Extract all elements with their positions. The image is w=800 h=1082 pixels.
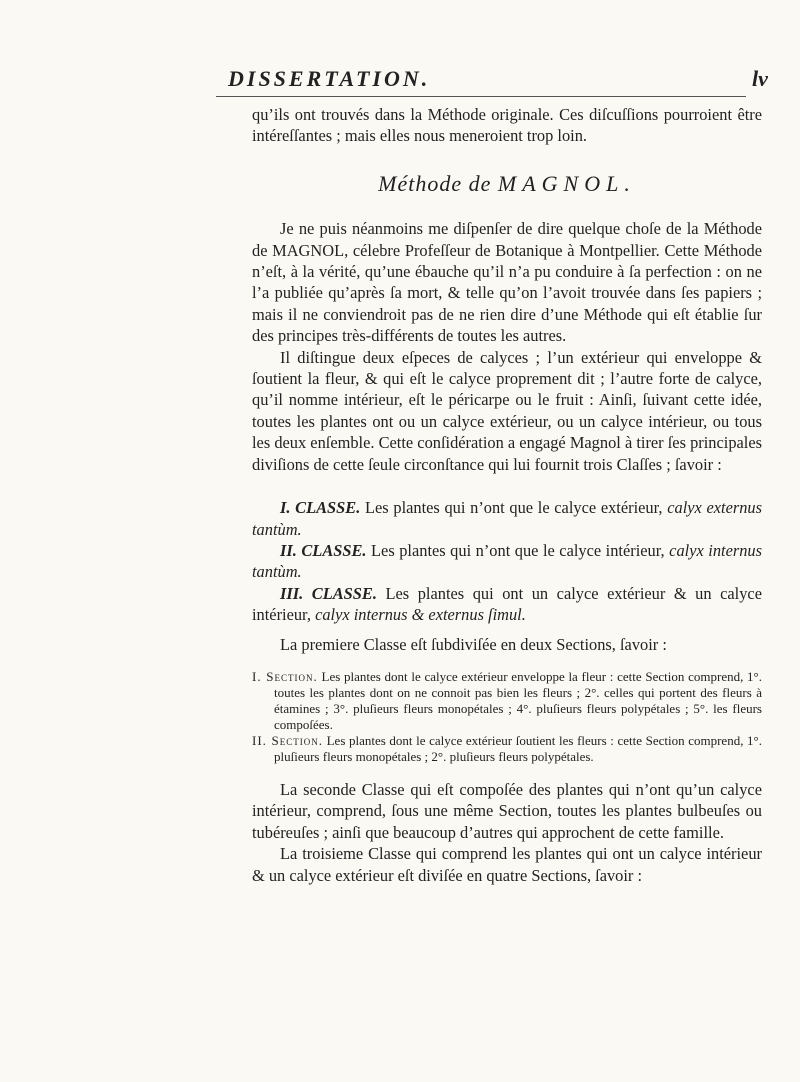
paragraph-2: Il diſtingue deux eſpeces de calyces ; l’un extérieur qui enveloppe & ſoutient la fleur, & qui eſt le calyce proprement dit ; l’autre forte de calyce, qu’il nomme intérieur, eſt le péricarpe ou le fruit : Ainſi, ſuivant cette idée, toutes les plantes ont ou un calyce extérieur, ou un calyce intérieur, ou tous les deux enſemble. Cette conſidération a engagé Magnol à tirer ſes principales diviſions de cette ſeule circonſtance qui lui fournit trois Claſſes ; ſavoir : xyxy=(252,347,762,474)
header-rule xyxy=(216,96,746,97)
class-text: Les plantes qui n’ont que le calyce intérieur, xyxy=(371,540,665,560)
section-text: Les plantes dont le calyce extérieur ſoutient les fleurs : cette Section comprend, 1°. pluſieurs fleurs monopétales ; 2°. pluſieurs fleurs polypétales. xyxy=(274,732,763,764)
class-latin: calyx internus & externus ſimul. xyxy=(315,605,526,625)
running-title: DISSERTATION. xyxy=(228,66,431,91)
section-note xyxy=(252,733,762,765)
class-item xyxy=(252,540,762,583)
section-label: I. Section. xyxy=(252,668,318,684)
class-item xyxy=(252,583,762,626)
closing-paragraph-2: La troisieme Classe qui comprend les plantes qui ont un calyce intérieur & un calyce extérieur eſt diviſée en quatre Sections, ſavoir : xyxy=(252,844,762,885)
paragraph-1: Je ne puis néanmoins me diſpenſer de dire quelque choſe de la Méthode de MAGNOL, célebre Profeſſeur de Botanique à Montpellier. Cette Méthode n’eſt, à la vérité, qu’une ébauche qu’il n’a pu conduire à ſa perfection : on ne l’a publiée qu’après ſa mort, & telle qu’on l’avoit trouvée dans ſes papiers ; mais il ne conviendroit pas de ne rien dire d’une Méthode qui eſt établie ſur des principes très-différents de toutes les autres. xyxy=(252,219,762,346)
section-label: II. Section. xyxy=(252,732,323,748)
section-heading xyxy=(252,170,762,196)
section-note xyxy=(252,669,762,733)
page-number: lv xyxy=(752,66,768,91)
section-text: Les plantes dont le calyce extérieur enveloppe la fleur : cette Section comprend, 1°. toutes les plantes dont on ne connoit pas bien les fleurs ; 2°. celles qui portent des fleurs à étamines ; 3°. pluſieurs fleurs monopétales ; 4°. pluſieurs fleurs polypétales ; 5°. les fleurs compoſées. xyxy=(274,668,763,732)
heading-name: MAGNOL. xyxy=(497,170,636,196)
intro-paragraph: qu’ils ont trouvés dans la Méthode originale. Ces diſcuſſions pourroient être intéreſſantes ; mais elles nous meneroient trop loin. xyxy=(252,105,762,146)
class-list xyxy=(252,497,762,625)
section-notes xyxy=(252,669,762,765)
closing-paragraph-1: La seconde Classe qui eſt compoſée des plantes qui n’ont qu’un calyce intérieur, comprend, ſous une même Section, toutes les plantes bulbeuſes ou tubéreuſes ; ainſi que beaucoup d’autres qui approchent de cette famille. xyxy=(252,779,762,842)
class-number: II. CLASSE. xyxy=(280,540,367,560)
heading-prefix: Méthode de xyxy=(378,170,492,196)
class-number: III. CLASSE. xyxy=(280,583,377,603)
class-latin: calyx internus tantùm. xyxy=(252,540,762,582)
class-number: I. CLASSE. xyxy=(280,498,361,518)
first-class-line: La premiere Classe eſt ſubdiviſée en deux Sections, ſavoir : xyxy=(280,634,667,654)
class-item xyxy=(252,497,762,540)
page-body xyxy=(252,104,762,886)
class-text: Les plantes qui n’ont que le calyce extérieur, xyxy=(365,498,663,518)
class-latin: calyx externus tantùm. xyxy=(252,498,763,539)
page-header xyxy=(0,66,800,98)
class-text: Les plantes qui ont un calyce extérieur & un calyce intérieur, xyxy=(252,583,762,625)
